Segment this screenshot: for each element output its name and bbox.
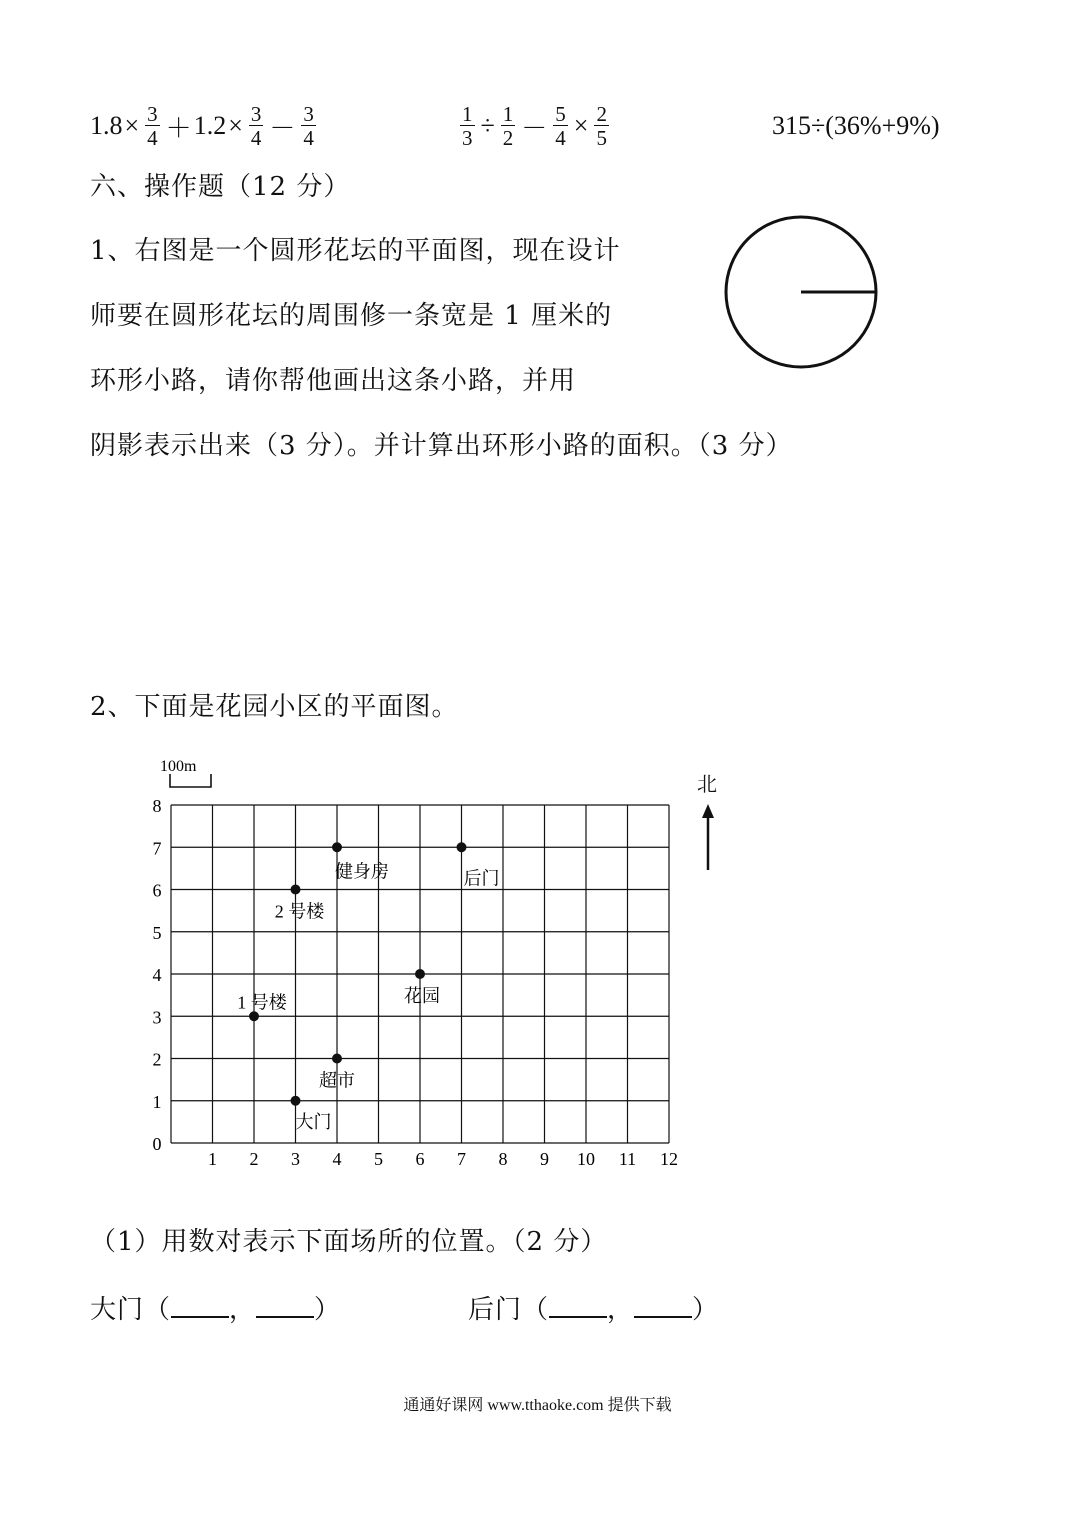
x-tick-label: 6 bbox=[415, 1149, 425, 1169]
y-tick-label: 0 bbox=[152, 1134, 162, 1154]
minus-sign: － bbox=[521, 113, 548, 143]
fraction: $\frac{2}{5}$ bbox=[596, 101, 607, 150]
minus-sign: － bbox=[269, 113, 296, 143]
expression-1 bbox=[90, 96, 320, 156]
q1-line-3: 环形小路，请你帮他画出这条小路，并用 bbox=[90, 366, 577, 396]
place-dot bbox=[332, 1054, 342, 1064]
place-label: 1 号楼 bbox=[237, 992, 287, 1013]
x-tick-label: 1 bbox=[208, 1149, 217, 1169]
divide-sign: ÷ bbox=[480, 111, 495, 140]
footer-text: 通通好课网 www.tthaoke.com 提供下载 bbox=[403, 1397, 672, 1414]
place-label: 健身房 bbox=[335, 861, 389, 882]
place-label: 花园 bbox=[404, 986, 440, 1006]
fraction: $\frac{1}{3}$ bbox=[462, 101, 473, 150]
fraction: $\frac{3}{4}$ bbox=[250, 101, 262, 150]
expression-3 bbox=[772, 96, 940, 156]
backdoor-answer-row bbox=[468, 1294, 719, 1323]
q1-line-2: 师要在圆形花坛的周围修一条宽是 1 厘米的 bbox=[90, 301, 613, 331]
expression-text: 315÷(36%+9%) bbox=[772, 111, 940, 140]
y-tick-label: 6 bbox=[152, 880, 162, 901]
garden-community-map bbox=[130, 750, 710, 1180]
times-sign: × bbox=[573, 111, 589, 140]
x-tick-label: 9 bbox=[540, 1149, 549, 1169]
x-tick-label: 12 bbox=[660, 1149, 678, 1169]
x-tick-label: 3 bbox=[291, 1149, 300, 1169]
times-sign: × bbox=[228, 111, 243, 140]
place-dot bbox=[291, 1096, 301, 1106]
x-tick-label: 5 bbox=[374, 1149, 383, 1169]
scale-label: 100m bbox=[160, 758, 197, 775]
places-layer bbox=[237, 842, 499, 1132]
x-tick-label: 11 bbox=[618, 1149, 637, 1169]
x-tick-label: 4 bbox=[332, 1149, 342, 1169]
place-dot bbox=[457, 842, 467, 852]
flower-bed-circle-figure bbox=[718, 214, 884, 378]
close-paren: ） bbox=[314, 1295, 342, 1325]
place-label: 超市 bbox=[319, 1070, 355, 1091]
y-tick-label: 1 bbox=[152, 1091, 162, 1112]
gate-answer-row bbox=[90, 1294, 341, 1323]
q1-line-4: 阴影表示出来（3 分）。并计算出环形小路的面积。（3 分） bbox=[90, 431, 793, 461]
place-label: 后门 bbox=[463, 868, 500, 889]
close-paren: ） bbox=[692, 1295, 720, 1325]
plus-sign: ＋ bbox=[165, 113, 192, 143]
place-dot bbox=[249, 1011, 259, 1021]
y-tick-label: 7 bbox=[152, 838, 162, 859]
number: 1.8 bbox=[90, 111, 123, 140]
section-title: 六、操作题（12 分） bbox=[90, 172, 351, 202]
y-tick-label: 5 bbox=[152, 922, 162, 943]
y-tick-label: 8 bbox=[152, 796, 162, 816]
gate-label: 大门（ bbox=[90, 1295, 172, 1325]
expression-2 bbox=[456, 96, 613, 156]
x-tick-label: 8 bbox=[498, 1149, 508, 1169]
q2-sub1: （1）用数对表示下面场所的位置。（2 分） bbox=[90, 1227, 608, 1257]
x-axis-ticks bbox=[208, 1149, 678, 1169]
backdoor-label: 后门（ bbox=[468, 1295, 550, 1325]
north-label: 北 bbox=[697, 772, 717, 796]
x-tick-label: 7 bbox=[457, 1149, 466, 1169]
gate-x-blank[interactable] bbox=[171, 1294, 229, 1318]
north-arrow-icon bbox=[698, 804, 718, 874]
q2-title: 2、下面是花园小区的平面图。 bbox=[90, 692, 459, 722]
place-dot bbox=[332, 842, 342, 852]
backdoor-y-blank[interactable] bbox=[634, 1294, 692, 1318]
number: 1.2 bbox=[193, 111, 227, 140]
fraction: $\frac{5}{4}$ bbox=[555, 101, 566, 150]
place-dot bbox=[291, 885, 301, 895]
y-tick-label: 3 bbox=[152, 1007, 162, 1028]
comma: ， bbox=[607, 1295, 635, 1325]
times-sign: × bbox=[124, 111, 140, 140]
place-label: 2 号楼 bbox=[274, 901, 325, 922]
fraction: $\frac{1}{2}$ bbox=[502, 101, 514, 150]
x-tick-label: 2 bbox=[249, 1149, 259, 1169]
fraction: $\frac{3}{4}$ bbox=[147, 101, 158, 150]
q1-line-1: 1、右图是一个圆形花坛的平面图，现在设计 bbox=[90, 236, 621, 266]
gate-y-blank[interactable] bbox=[256, 1294, 314, 1318]
scale-bar bbox=[170, 774, 211, 787]
x-tick-label: 10 bbox=[577, 1149, 595, 1169]
y-tick-label: 4 bbox=[152, 965, 162, 985]
place-dot bbox=[415, 969, 425, 979]
backdoor-x-blank[interactable] bbox=[549, 1294, 607, 1318]
comma: ， bbox=[229, 1295, 257, 1325]
y-tick-label: 2 bbox=[152, 1049, 162, 1070]
y-axis-ticks bbox=[153, 796, 162, 1154]
fraction: $\frac{3}{4}$ bbox=[303, 101, 314, 150]
place-label: 大门 bbox=[295, 1111, 332, 1132]
